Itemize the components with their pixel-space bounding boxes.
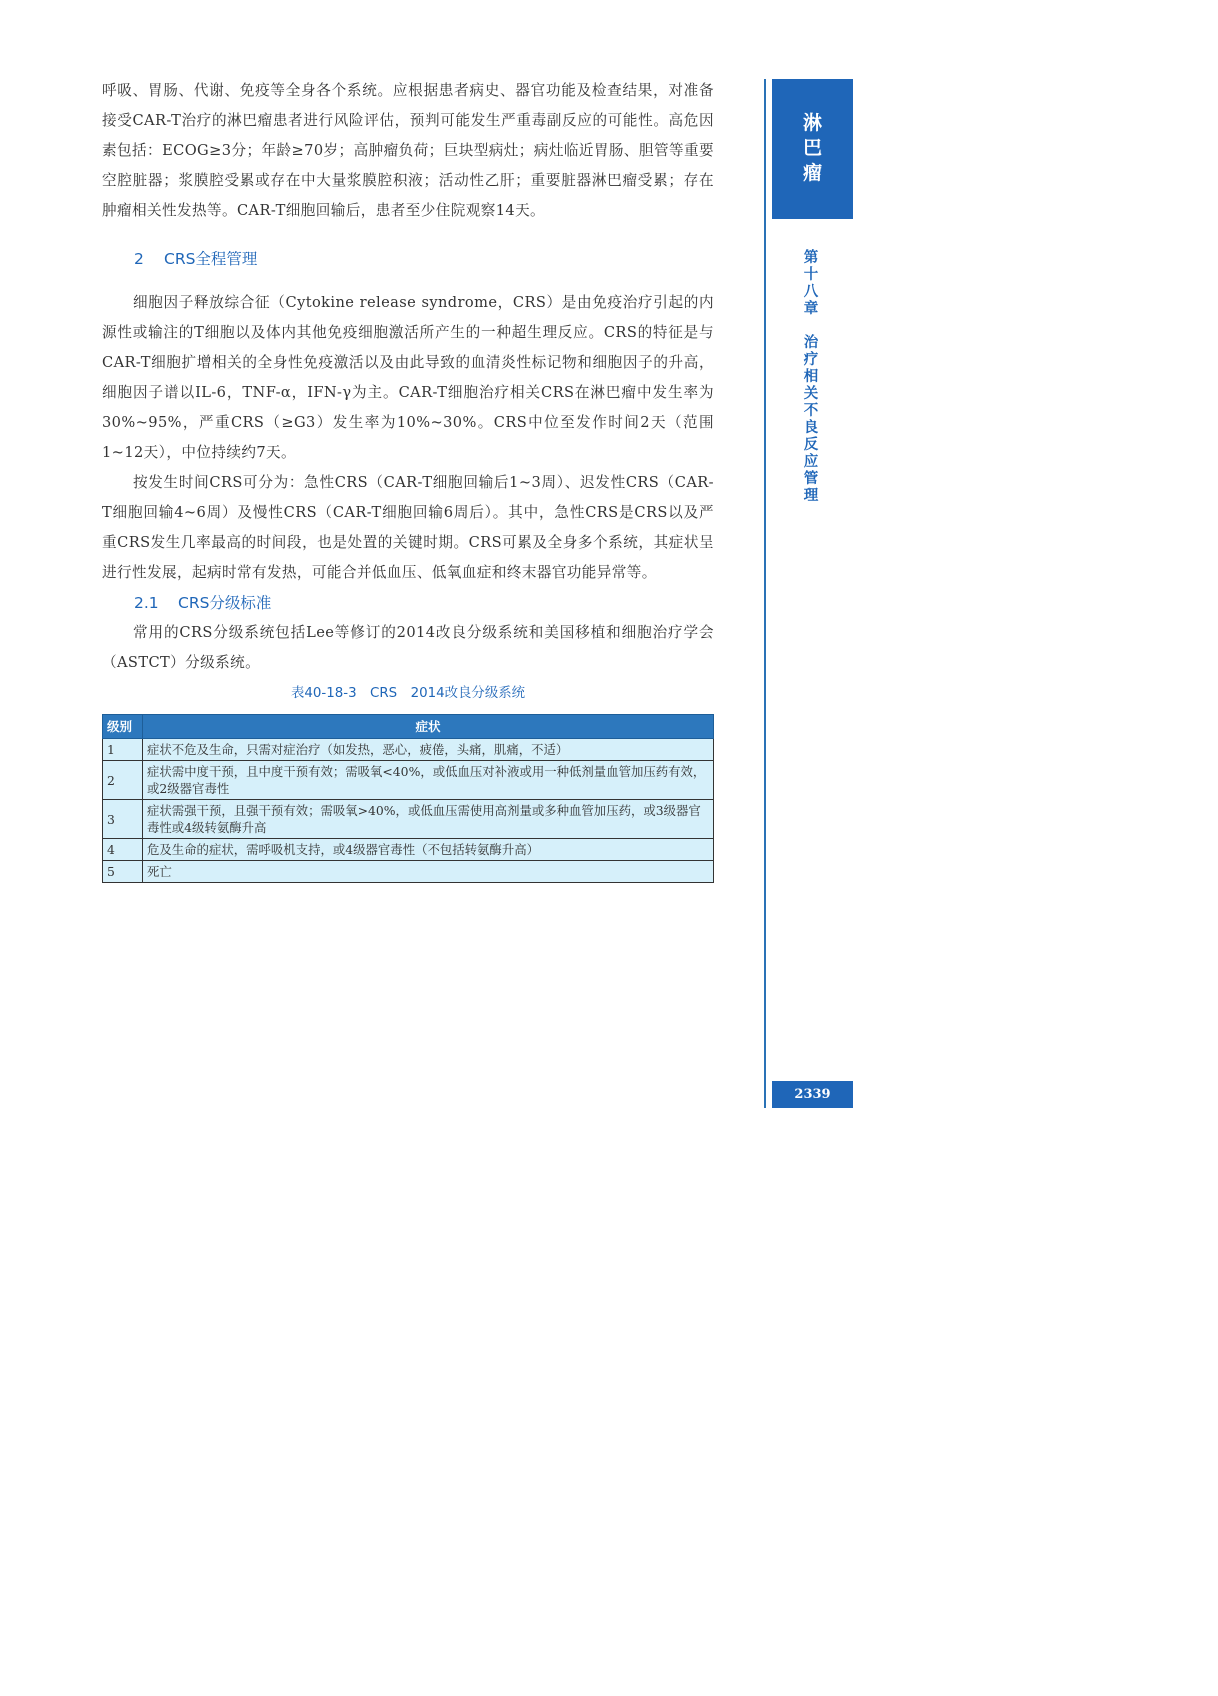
tab-char: 巴 [802, 137, 822, 159]
grade-cell: 5 [103, 861, 143, 883]
chapter-char: 关 [803, 386, 819, 402]
grade-cell: 4 [103, 839, 143, 861]
chapter-char: 相 [803, 369, 819, 385]
tab-char: 瘤 [802, 162, 822, 184]
subsection-title: CRS分级标准 [178, 594, 272, 612]
chapter-char: 八 [803, 284, 819, 300]
section-heading-2 [134, 244, 714, 274]
subsection-number: 2.1 [134, 594, 159, 612]
grade-cell: 3 [103, 800, 143, 839]
chapter-char: 第 [803, 250, 819, 266]
chapter-char: 十 [803, 267, 819, 283]
chapter-char: 章 [803, 301, 819, 317]
table-header-row [103, 715, 714, 739]
main-content [102, 76, 714, 883]
paragraph-crs-definition: 细胞因子释放综合征（Cytokine release syndrome，CRS）是由免疫治疗引起的内源性或输注的T细胞以及体内其他免疫细胞激活所产生的一种超生理反应。CRS的特征是与CAR-T细胞扩增相关的全身性免疫激活以及由此导致的血清炎性标记物和细胞因子的升高，细胞因子谱以IL-6，TNF-α，IFN-γ为主。CAR-T细胞治疗相关CRS在淋巴瘤中发生率为30%~95%，严重CRS（≥G3）发生率为10%~30%。CRS中位至发作时间2天（范围1~12天），中位持续约7天。 [102, 294, 714, 461]
chapter-char: 反 [803, 437, 819, 453]
chapter-char: 治 [803, 335, 819, 351]
section-tab-lymphoma [772, 79, 853, 219]
table-caption: 表40-18-3 CRS 2014改良分级系统 [290, 686, 525, 701]
symptom-cell: 症状需中度干预，且中度干预有效；需吸氧<40%，或低血压对补液或用一种低剂量血管加压药有效，或2级器官毒性 [143, 761, 714, 800]
page-number: 2339 [772, 1081, 853, 1108]
chapter-title-vertical [800, 250, 822, 505]
section-number: 2 [134, 250, 144, 268]
section-title: CRS全程管理 [164, 250, 258, 268]
chapter-char: 疗 [803, 352, 819, 368]
chapter-char: 良 [803, 420, 819, 436]
grade-cell: 1 [103, 739, 143, 761]
grade-cell: 2 [103, 761, 143, 800]
chapter-char: 管 [803, 471, 819, 487]
header-symptoms: 症状 [143, 715, 714, 739]
chapter-char: 理 [803, 488, 819, 504]
chapter-gap [800, 318, 822, 335]
crs-grading-table [102, 714, 714, 883]
chapter-char: 应 [803, 454, 819, 470]
table-row [103, 861, 714, 883]
chapter-char: 不 [803, 403, 819, 419]
paragraph-crs-timing: 按发生时间CRS可分为：急性CRS（CAR-T细胞回输后1~3周）、迟发性CRS（CAR-T细胞回输4~6周）及慢性CRS（CAR-T细胞回输6周后）。其中，急性CRS是CRS以及严重CRS发生几率最高的时间段，也是处置的关键时期。CRS可累及全身多个系统，其症状呈进行性发展，起病时常有发热，可能合并低血压、低氧血症和终末器官功能异常等。 [102, 474, 714, 581]
symptom-cell: 症状需强干预，且强干预有效；需吸氧>40%，或低血压需使用高剂量或多种血管加压药，或3级器官毒性或4级转氨酶升高 [143, 800, 714, 839]
table-row [103, 761, 714, 800]
paragraph-grading-systems: 常用的CRS分级系统包括Lee等修订的2014改良分级系统和美国移植和细胞治疗学会（ASTCT）分级系统。 [102, 624, 714, 671]
symptom-cell: 危及生命的症状，需呼吸机支持，或4级器官毒性（不包括转氨酶升高） [143, 839, 714, 861]
subsection-heading-2-1 [134, 588, 714, 618]
tab-char: 淋 [802, 112, 822, 134]
header-level: 级别 [103, 715, 143, 739]
table-row [103, 839, 714, 861]
table-row [103, 739, 714, 761]
symptom-cell: 死亡 [143, 861, 714, 883]
sidebar-divider-line [764, 79, 766, 1108]
table-row [103, 800, 714, 839]
paragraph-risk-assessment: 呼吸、胃肠、代谢、免疫等全身各个系统。应根据患者病史、器官功能及检查结果，对准备接受CAR-T治疗的淋巴瘤患者进行风险评估，预判可能发生严重毒副反应的可能性。高危因素包括：ECOG≥3分；年龄≥70岁；高肿瘤负荷；巨块型病灶；病灶临近胃肠、胆管等重要空腔脏器；浆膜腔受累或存在中大量浆膜腔积液；活动性乙肝；重要脏器淋巴瘤受累；存在肿瘤相关性发热等。CAR-T细胞回输后，患者至少住院观察14天。 [102, 82, 714, 219]
symptom-cell: 症状不危及生命，只需对症治疗（如发热，恶心，疲倦，头痛，肌痛，不适） [143, 739, 714, 761]
